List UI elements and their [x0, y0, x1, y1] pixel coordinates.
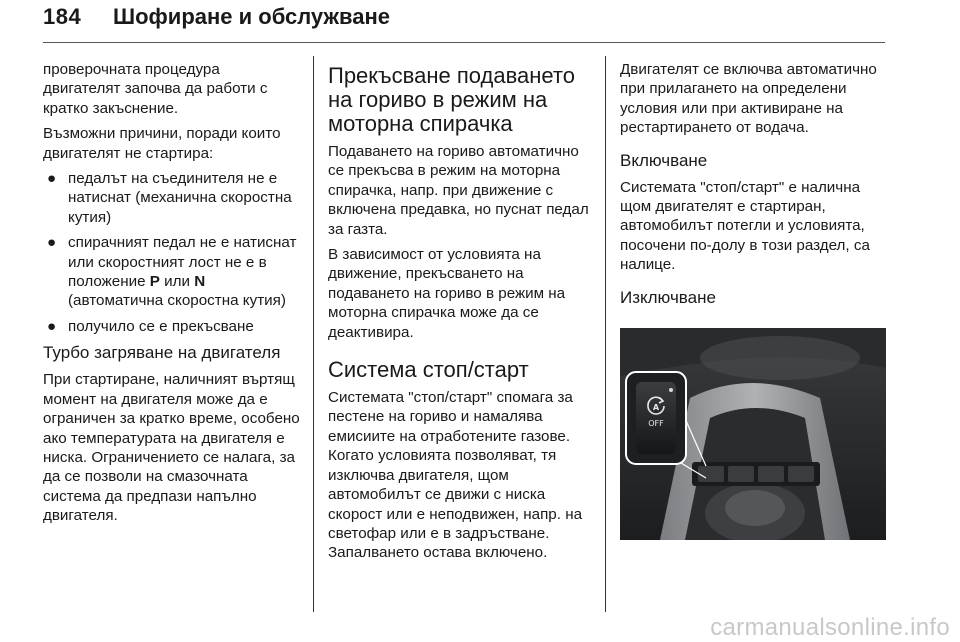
paragraph: проверочната процедура двигателят започва да работи с кратко закъснение.	[43, 61, 268, 117]
off-label: OFF	[648, 419, 664, 428]
column-2	[328, 60, 593, 569]
svg-text:A: A	[652, 403, 660, 412]
paragraph: При стартиране, наличният въртящ момент на двигателя може да е ограничен за кратко време, особено ако температурата на двигателя е ниска. Ограничението се налага, за да се позволи на смазочната система да предпази напълно двигателя.	[43, 371, 300, 525]
section-heading-off: Изключване	[620, 287, 716, 307]
section-heading-stop-start: Система стоп/старт	[328, 357, 529, 383]
stop-start-button-photo	[620, 328, 886, 540]
paragraph: Системата "стоп/старт" спомага за пестене на гориво и намалява емисиите на отработените газове. Когато условията позволяват, тя изключва двигателя, щом автомобилът се движи с ниска скорост или е неподвижен, напр. на светофар или е в задръстване. Запалването остава включено.	[328, 389, 583, 562]
page-title: Шофиране и обслужване	[113, 4, 391, 29]
section-heading-on: Включване	[620, 150, 708, 170]
list-item-text: (автоматична скоростна кутия)	[68, 292, 286, 310]
page-header	[43, 4, 883, 44]
gear-position-p: P	[149, 273, 160, 291]
gear-position-n: N	[194, 273, 206, 291]
paragraph: В зависимост от условията на движение, прекъсването на подаването на гориво в режим на моторна спирачка може да се деактивира.	[328, 246, 566, 341]
paragraph: Двигателят се включва автоматично при прилагането на определени условия или при активиране на рестартирането от водача.	[620, 61, 877, 137]
column-1	[43, 60, 301, 532]
list-item-text: или	[159, 273, 195, 291]
list-item-text: спирачният педал не е натиснат или скоростният лост не е в положение	[68, 234, 297, 291]
paragraph: Системата "стоп/старт" е налична щом двигателят е стартиран, автомобилът потегли и условията, посочени по-долу в този раздел, са налице.	[620, 178, 870, 274]
column-3	[620, 60, 888, 315]
header-rule	[43, 42, 885, 43]
list-item: ● получило се е прекъсване	[47, 317, 254, 335]
list-item-text: получило се е прекъсване	[68, 317, 254, 335]
reasons-list	[43, 169, 301, 336]
section-heading-turbo: Турбо загряване на двигателя	[43, 343, 281, 363]
list-item: ● спирачният педал не е натиснат или скоростният лост не е в положение P или N (автоматична скоростна кутия)	[47, 234, 297, 310]
watermark: carmanualsonline.info	[710, 614, 950, 641]
list-item-text: педалът на съединителя не е натиснат (механична скоростна кутия)	[68, 170, 292, 226]
paragraph: Подаването на гориво автоматично се прекъсва в режим на моторна спирачка, напр. при движение с включена предавка, но пуснат педал за газта.	[328, 143, 589, 238]
list-item: ● педалът на съединителя не е натиснат (механична скоростна кутия)	[47, 170, 292, 226]
column-divider-1	[313, 56, 314, 612]
column-divider-2	[605, 56, 606, 612]
section-heading-fuel-cutoff: Прекъсване подаването на гориво в режим на моторна спирачка	[328, 63, 575, 136]
paragraph: Възможни причини, поради които двигателят не стартира:	[43, 125, 281, 162]
page-number: 184	[43, 4, 82, 29]
